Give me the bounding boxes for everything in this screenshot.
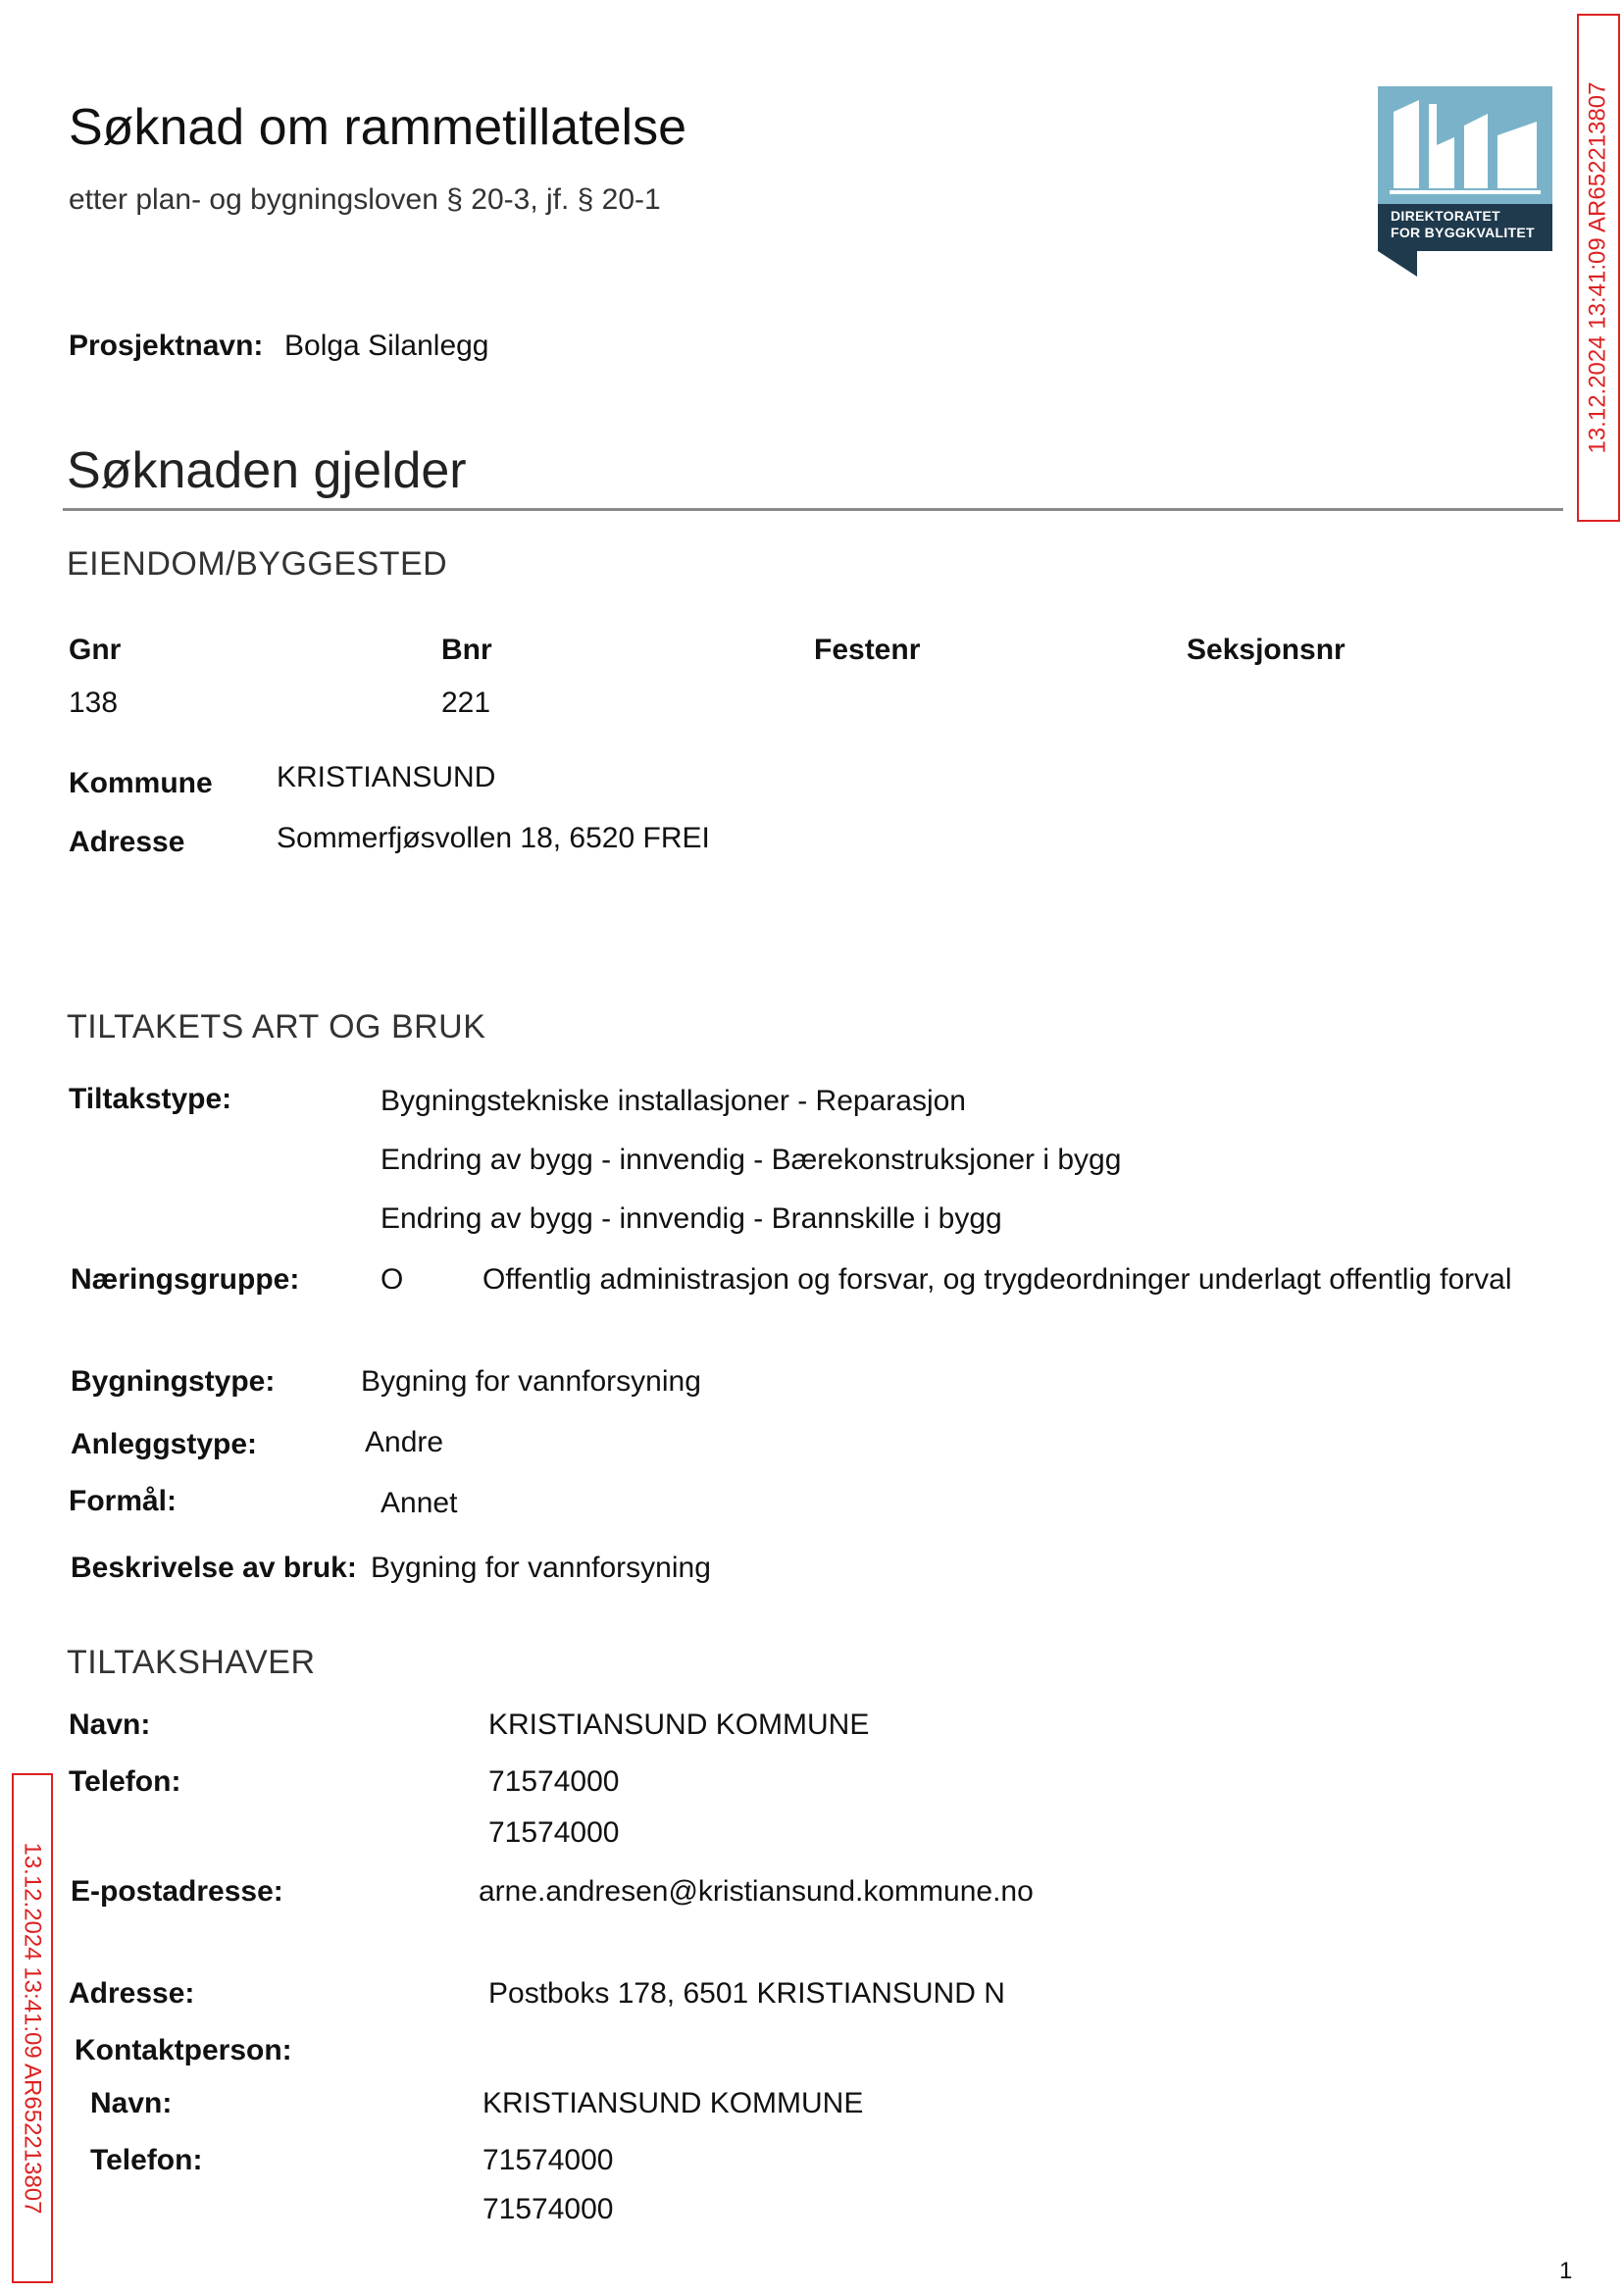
timestamp-stamp-left: 13.12.2024 13:41:09 AR652213807 [12,1773,53,2283]
naeringsgruppe-code: O [381,1263,404,1296]
property-heading: EIENDOM/BYGGESTED [67,545,448,583]
seksjonsnr-label: Seksjonsnr [1187,634,1345,666]
adresse-label: Adresse [69,826,185,858]
bygningstype-value: Bygning for vannforsyning [361,1365,701,1398]
kontakt-navn-value: KRISTIANSUND KOMMUNE [482,2087,864,2119]
project-label: Prosjektnavn: [69,330,264,362]
formaal-value: Annet [381,1487,458,1519]
tiltakshaver-adresse-value: Postboks 178, 6501 KRISTIANSUND N [488,1977,1005,2010]
gnr-label: Gnr [69,634,122,666]
kontaktperson-label: Kontaktperson: [75,2034,292,2066]
bnr-label: Bnr [441,634,492,666]
tiltakstype-value-1: Bygningstekniske installasjoner - Reparasjon [381,1085,966,1117]
beskrivelse-value: Bygning for vannforsyning [371,1552,711,1584]
section-title: Søknaden gjelder [67,442,467,499]
kontakt-telefon-1: 71574000 [482,2144,614,2176]
page-number: 1 [1559,2258,1573,2284]
dibk-logo [1378,86,1552,277]
epost-label: E-postadresse: [71,1875,283,1908]
timestamp-stamp-right: 13.12.2024 13:41:09 AR652213807 [1577,14,1620,522]
adresse-value: Sommerfjøsvollen 18, 6520 FREI [277,822,710,854]
tiltakstype-value-2: Endring av bygg - innvendig - Bærekonstruksjoner i bygg [381,1144,1122,1176]
naeringsgruppe-label: Næringsgruppe: [71,1263,300,1296]
document-title: Søknad om rammetillatelse [69,99,686,156]
bygningstype-label: Bygningstype: [71,1365,276,1398]
kommune-label: Kommune [69,767,213,799]
tiltakshaver-heading: TILTAKSHAVER [67,1644,316,1681]
tiltakshaver-telefon-1: 71574000 [488,1765,620,1798]
tiltakshaver-navn-label: Navn: [69,1708,151,1741]
beskrivelse-label: Beskrivelse av bruk: [71,1552,357,1584]
logo-text: DIREKTORATET FOR BYGGKVALITET [1391,208,1535,240]
formaal-label: Formål: [69,1485,178,1517]
tiltak-heading: TILTAKETS ART OG BRUK [67,1008,486,1045]
tiltakshaver-navn-value: KRISTIANSUND KOMMUNE [488,1708,870,1741]
kommune-value: KRISTIANSUND [277,761,496,793]
anleggstype-value: Andre [365,1426,444,1458]
tiltakstype-label: Tiltakstype: [69,1083,232,1115]
gnr-value: 138 [69,687,119,719]
tiltakstype-value-3: Endring av bygg - innvendig - Brannskille i bygg [381,1202,1002,1235]
section-divider [63,508,1563,511]
tiltakshaver-telefon-2: 71574000 [488,1816,620,1849]
tiltakshaver-adresse-label: Adresse: [69,1977,195,2010]
kontakt-telefon-2: 71574000 [482,2193,614,2225]
project-value: Bolga Silanlegg [284,330,489,362]
anleggstype-label: Anleggstype: [71,1428,258,1460]
festenr-label: Festenr [814,634,921,666]
naeringsgruppe-text: Offentlig administrasjon og forsvar, og trygdeordninger underlagt offentlig forval [482,1263,1512,1296]
kontakt-navn-label: Navn: [90,2087,173,2119]
kontakt-telefon-label: Telefon: [90,2144,203,2176]
bnr-value: 221 [441,687,491,719]
document-subtitle: etter plan- og bygningsloven § 20-3, jf. § 20-1 [69,183,661,216]
tiltakshaver-telefon-label: Telefon: [69,1765,181,1798]
epost-value[interactable]: arne.andresen@kristiansund.kommune.no [479,1875,1034,1908]
